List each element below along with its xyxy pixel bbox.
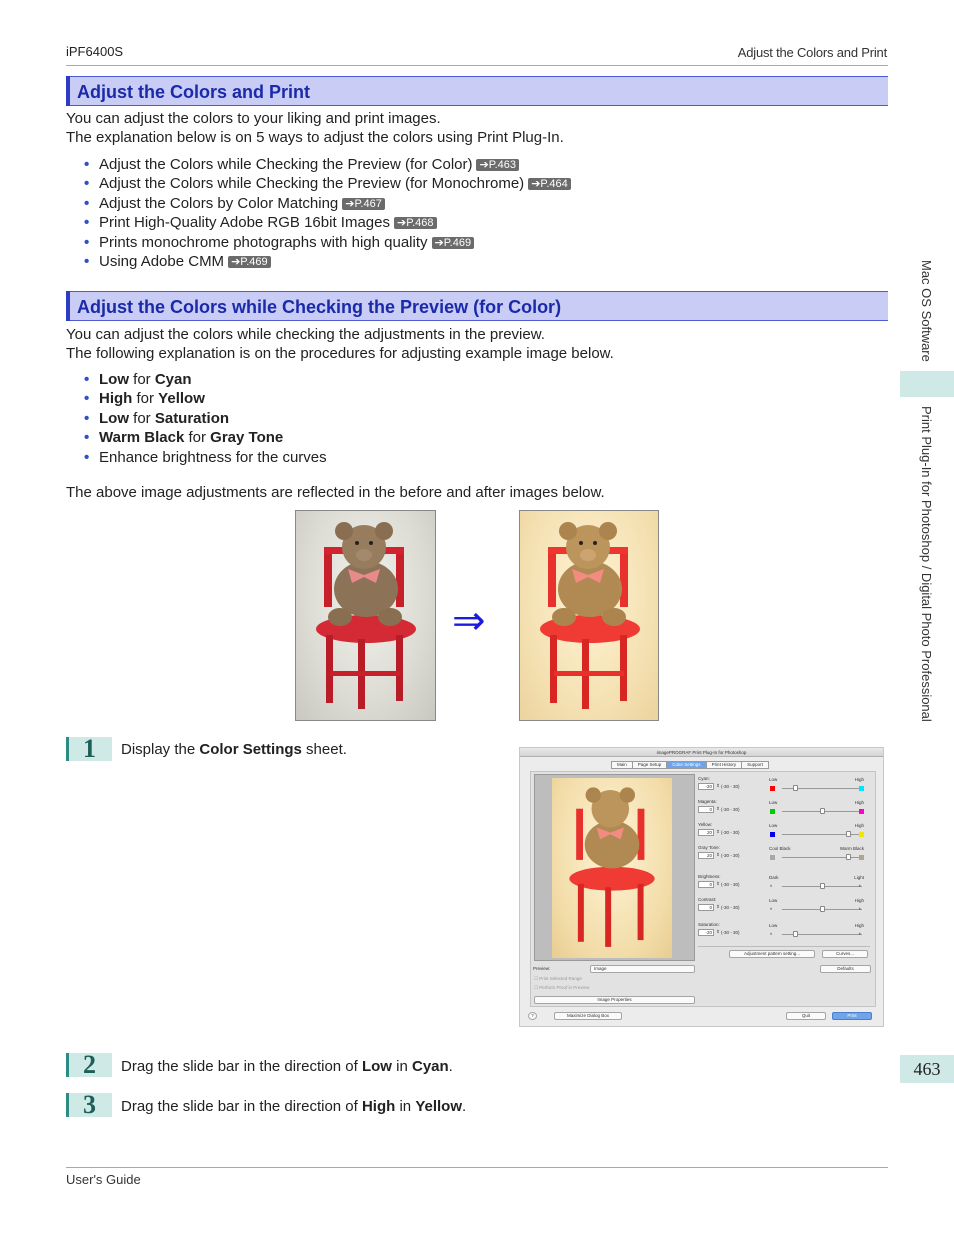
slider-value-field[interactable]: 20 <box>698 829 714 836</box>
header-model: iPF6400S <box>66 44 124 59</box>
footer-text: User's Guide <box>66 1172 141 1187</box>
slider-low-label: Low <box>769 777 778 782</box>
slider-name: Saturation: <box>698 922 720 927</box>
slider-range: (-30 - 30) <box>721 905 740 910</box>
low-indicator-icon: ◐ <box>770 931 773 936</box>
slider-range: (-30 - 30) <box>721 853 740 858</box>
list-item[interactable]: • Adjust the Colors while Checking the Preview (for Color) ➔P.463 <box>84 155 571 174</box>
stepper-icon[interactable]: ⇕ <box>716 806 720 811</box>
tab-color-settings[interactable]: Color Settings <box>666 761 706 769</box>
slider-high-label: High <box>854 898 864 903</box>
slider-high-label: High <box>854 800 864 805</box>
slider-high-label: High <box>854 823 864 828</box>
image-properties-button[interactable]: Image Properties <box>534 996 695 1004</box>
list-item: • Warm Black for Gray Tone <box>84 428 327 447</box>
before-photo <box>295 510 436 721</box>
stepper-icon[interactable]: ⇕ <box>716 852 720 857</box>
slider-low-label: Low <box>769 823 778 828</box>
step-number-badge: 1 <box>66 737 112 761</box>
page-ref-link[interactable]: ➔P.464 <box>528 178 571 190</box>
slider-name: Brightness: <box>698 874 721 879</box>
step-number-badge: 2 <box>66 1053 112 1077</box>
paragraph: The following explanation is on the procedures for adjusting example image below. <box>66 345 614 362</box>
footer-rule <box>66 1167 888 1168</box>
slider-low-label: Low <box>769 898 778 903</box>
teddy-bear-before-image <box>296 511 436 721</box>
slider-range: (-30 - 30) <box>721 930 740 935</box>
slider-knob[interactable] <box>820 906 825 912</box>
curves-button[interactable]: Curves... <box>822 950 868 958</box>
paragraph: The explanation below is on 5 ways to adjust the colors using Print Plug-In. <box>66 129 564 146</box>
slider-low-label: Dark <box>769 875 779 880</box>
tab-main[interactable]: Main <box>611 761 633 769</box>
slider-name: Yellow: <box>698 822 713 827</box>
slider-range: (-30 - 30) <box>721 807 740 812</box>
low-color-swatch-icon <box>770 809 775 814</box>
high-indicator-icon: ◑ <box>858 931 861 936</box>
high-color-swatch-icon <box>859 809 864 814</box>
tab-page-setup[interactable]: Page Setup <box>632 761 668 769</box>
color-settings-dialog <box>519 747 884 1027</box>
high-indicator-icon: ◑ <box>858 906 861 911</box>
print-selected-range-checkbox[interactable]: ☐ Print Selected Range <box>534 976 582 981</box>
teddy-bear-after-image <box>520 511 659 721</box>
page-ref-link[interactable]: ➔P.469 <box>228 256 271 268</box>
list-item[interactable]: • Prints monochrome photographs with high quality ➔P.469 <box>84 233 571 252</box>
stepper-icon[interactable]: ⇕ <box>716 829 720 834</box>
header-section: Adjust the Colors and Print <box>737 45 887 60</box>
sidebar-chapter: Mac OS Software <box>919 260 934 362</box>
dialog-tabs <box>612 761 769 769</box>
slider-knob[interactable] <box>846 854 851 860</box>
page-ref-link[interactable]: ➔P.469 <box>432 237 475 249</box>
step-number-badge: 3 <box>66 1093 112 1117</box>
quit-button[interactable]: Quit <box>786 1012 826 1020</box>
preview-image <box>552 778 672 958</box>
slider-value-field[interactable]: 0 <box>698 806 714 813</box>
page-ref-link[interactable]: ➔P.463 <box>476 159 519 171</box>
low-color-swatch-icon <box>770 855 775 860</box>
slider-value-field[interactable]: -20 <box>698 783 714 790</box>
adjustment-pattern-button[interactable]: Adjustment pattern setting... <box>729 950 815 958</box>
header-rule <box>66 65 888 66</box>
adjustment-list <box>84 370 327 467</box>
stepper-icon[interactable]: ⇕ <box>716 904 720 909</box>
slider-knob[interactable] <box>793 785 798 791</box>
preview-area <box>534 774 695 961</box>
slider-high-label: High <box>854 923 864 928</box>
slider-name: Cyan: <box>698 776 710 781</box>
slider-high-label: High <box>854 777 864 782</box>
page-number: 463 <box>900 1055 954 1083</box>
slider-value-field[interactable]: 20 <box>698 852 714 859</box>
list-item: • Enhance brightness for the curves <box>84 448 327 467</box>
section-title: Adjust the Colors and Print <box>77 82 311 102</box>
arrow-right-icon: ⇒ <box>452 598 486 644</box>
step-text: Drag the slide bar in the direction of High in Yellow. <box>121 1098 467 1115</box>
slider-low-label: Low <box>769 923 778 928</box>
list-item: • Low for Saturation <box>84 409 327 428</box>
list-item[interactable]: • Adjust the Colors by Color Matching ➔P.467 <box>84 194 571 213</box>
stepper-icon[interactable]: ⇕ <box>716 783 720 788</box>
slider-value-field[interactable]: -20 <box>698 929 714 936</box>
slider-knob[interactable] <box>846 831 851 837</box>
high-color-swatch-icon <box>859 832 864 837</box>
slider-knob[interactable] <box>820 883 825 889</box>
low-color-swatch-icon <box>770 832 775 837</box>
low-indicator-icon: ◐ <box>770 883 773 888</box>
after-photo <box>519 510 659 721</box>
slider-name: Gray Tone: <box>698 845 720 850</box>
page-ref-link[interactable]: ➔P.467 <box>342 198 385 210</box>
tab-print-history[interactable]: Print History <box>706 761 743 769</box>
slider-name: Magenta: <box>698 799 717 804</box>
section-heading <box>66 291 888 321</box>
help-button[interactable]: ? <box>528 1012 537 1020</box>
slider-knob[interactable] <box>793 931 798 937</box>
slider-low-label: Cool Black <box>769 846 791 851</box>
slider-value-field[interactable]: 0 <box>698 904 714 911</box>
print-button[interactable]: Print <box>832 1012 872 1020</box>
perform-proof-checkbox[interactable]: ☐ Perform Proof in Preview <box>534 985 590 990</box>
preview-label: Preview: <box>533 966 551 971</box>
high-color-swatch-icon <box>859 855 864 860</box>
step-text: Drag the slide bar in the direction of Low in Cyan. <box>121 1058 453 1075</box>
high-indicator-icon: ◑ <box>858 883 861 888</box>
reference-list <box>84 155 571 271</box>
list-item[interactable]: • Adjust the Colors while Checking the Preview (for Monochrome) ➔P.464 <box>84 174 571 193</box>
low-color-swatch-icon <box>770 786 775 791</box>
sidebar-tab-marker <box>900 371 954 397</box>
defaults-button[interactable]: Defaults <box>820 965 871 973</box>
slider-range: (-30 - 30) <box>721 882 740 887</box>
step-text: Display the Color Settings sheet. <box>121 741 347 758</box>
paragraph: You can adjust the colors while checking the adjustments in the preview. <box>66 326 545 343</box>
tab-support[interactable]: Support <box>741 761 769 769</box>
page-ref-link[interactable]: ➔P.468 <box>394 217 437 229</box>
preview-select[interactable]: Image <box>590 965 695 973</box>
paragraph: You can adjust the colors to your liking and print images. <box>66 110 441 127</box>
sidebar-section: Print Plug-In for Photoshop / Digital Photo Professional <box>919 406 934 722</box>
slider-range: (-30 - 30) <box>721 830 740 835</box>
slider-range: (-30 - 30) <box>721 784 740 789</box>
dialog-titlebar: imagePROGRAF Print Plug-In for Photoshop <box>520 748 883 757</box>
slider-low-label: Low <box>769 800 778 805</box>
teddy-bear-preview-image <box>552 778 672 958</box>
paragraph: The above image adjustments are reflected in the before and after images below. <box>66 484 605 501</box>
list-item: • High for Yellow <box>84 389 327 408</box>
stepper-icon[interactable]: ⇕ <box>716 881 720 886</box>
section-heading <box>66 76 888 106</box>
high-color-swatch-icon <box>859 786 864 791</box>
list-item: • Low for Cyan <box>84 370 327 389</box>
section-title: Adjust the Colors while Checking the Preview (for Color) <box>77 297 562 317</box>
slider-value-field[interactable]: 0 <box>698 881 714 888</box>
slider-name: Contrast: <box>698 897 717 902</box>
list-item[interactable]: • Print High-Quality Adobe RGB 16bit Images ➔P.468 <box>84 213 571 232</box>
low-indicator-icon: ◐ <box>770 906 773 911</box>
maximize-dialog-button[interactable]: Maximize Dialog Box <box>554 1012 622 1020</box>
slider-knob[interactable] <box>820 808 825 814</box>
slider-high-label: Light <box>854 875 864 880</box>
slider-high-label: Warm Black <box>839 846 864 851</box>
list-item[interactable]: • Using Adobe CMM ➔P.469 <box>84 252 571 271</box>
stepper-icon[interactable]: ⇕ <box>716 929 720 934</box>
